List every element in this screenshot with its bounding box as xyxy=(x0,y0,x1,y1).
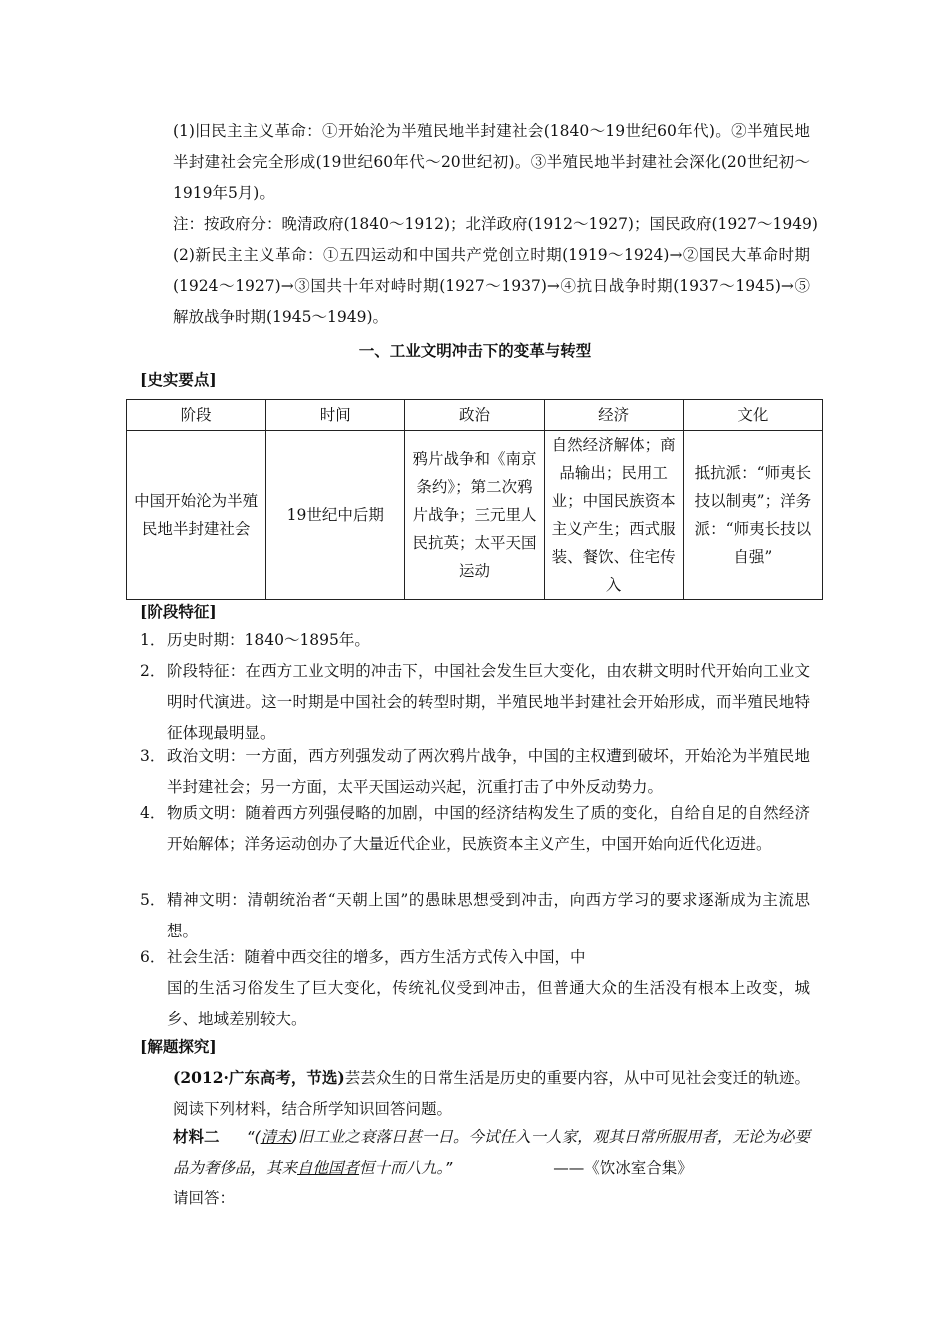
feature-item-5 xyxy=(140,885,810,947)
features-label: [阶段特征] xyxy=(140,602,217,621)
feature-item-6 xyxy=(140,942,810,973)
material-two xyxy=(173,1121,810,1184)
explore-label: [解题探究] xyxy=(140,1037,217,1056)
table-header-row xyxy=(127,400,823,431)
table-cell-culture: 抵抗派：“师夷长技以制夷”；洋务派：“师夷长技以自强” xyxy=(683,431,822,600)
feature-number: 1． xyxy=(140,631,166,649)
feature-item-4 xyxy=(140,798,810,860)
table-cell-time: 19世纪中后期 xyxy=(266,431,405,600)
table-header-economy: 经济 xyxy=(544,400,683,431)
feature-number: 5． xyxy=(140,891,166,909)
table-header-politics: 政治 xyxy=(405,400,544,431)
feature-item-6-continued xyxy=(140,973,810,1035)
quote-underlined-qingmo: 清末 xyxy=(260,1128,292,1146)
feature-text: 社会生活：随着中西交往的增多，西方生活方式传入中国，中 xyxy=(167,948,586,966)
feature-text: 国的生活习俗发生了巨大变化，传统礼仪受到冲击，但普通大众的生活没有根本上改变，城乡、地域差别较大。 xyxy=(167,979,810,1028)
feature-text: 政治文明：一方面，西方列强发动了两次鸦片战争，中国的主权遭到破坏，开始沦为半殖民地半封建社会；另一方面，太平天国运动兴起，沉重打击了中外反动势力。 xyxy=(167,747,810,796)
feature-text: 历史时期：1840～1895年。 xyxy=(167,631,370,649)
feature-item-2 xyxy=(140,656,810,749)
intro-government-note: 注：按政府分：晚清政府(1840～1912)；北洋政府(1912～1927)；国民政府(1927～1949) xyxy=(173,215,818,233)
table-cell-politics: 鸦片战争和《南京条约》；第二次鸦片战争；三元里人民抗英；太平天国运动 xyxy=(405,431,544,600)
intro-new-democratic-revolution: (2)新民主主义革命：①五四运动和中国共产党创立时期(1919～1924)→②国民大革命时期(1924～1927)→③国共十年对峙时期(1927～1937)→④抗日战争时期(1937～1945)→⑤解放战争时期(1945～1949)。 xyxy=(173,246,810,326)
history-table xyxy=(126,399,823,600)
table-row xyxy=(127,431,823,600)
feature-number: 6． xyxy=(140,948,166,966)
feature-item-1 xyxy=(140,625,810,656)
table-header-culture: 文化 xyxy=(683,400,822,431)
quote-part: “( xyxy=(246,1128,261,1146)
facts-label: [史实要点] xyxy=(140,370,217,389)
material-label: 材料二 xyxy=(173,1127,220,1146)
feature-number: 4． xyxy=(140,804,166,822)
question-prompt: 请回答： xyxy=(173,1189,236,1207)
feature-number: 2． xyxy=(140,662,166,680)
table-header-time: 时间 xyxy=(266,400,405,431)
table-cell-economy: 自然经济解体；商品输出；民用工业；中国民族资本主义产生；西式服装、餐饮、住宅传入 xyxy=(544,431,683,600)
table-header-stage: 阶段 xyxy=(127,400,266,431)
feature-number: 3． xyxy=(140,747,166,765)
feature-text: 物质文明：随着西方列强侵略的加剧，中国的经济结构发生了质的变化，自给自足的自然经济开始解体；洋务运动创办了大量近代企业，民族资本主义产生，中国开始向近代化迈进。 xyxy=(167,804,810,853)
explore-intro xyxy=(173,1062,810,1125)
exam-source: (2012·广东高考，节选) xyxy=(173,1068,345,1087)
explore-intro-text: 芸芸众生的日常生活是历史的重要内容，从中可见社会变迁的轨迹。阅读下列材料，结合所学知识回答问题。 xyxy=(173,1069,810,1118)
section-title: 一、工业文明冲击下的变革与转型 xyxy=(358,341,592,360)
quote-part: 恒十而八九。” xyxy=(359,1159,453,1177)
quote-citation: ——《饮冰室合集》 xyxy=(553,1159,693,1177)
feature-text: 精神文明：清朝统治者“天朝上国”的愚昧思想受到冲击，向西方学习的要求逐渐成为主流思想。 xyxy=(167,891,810,940)
quote-underlined-foreign: 自他国者 xyxy=(297,1159,360,1177)
table-cell-stage: 中国开始沦为半殖民地半封建社会 xyxy=(127,431,266,600)
feature-text: 阶段特征：在西方工业文明的冲击下，中国社会发生巨大变化，由农耕文明时代开始向工业文明时代演进。这一时期是中国社会的转型时期，半殖民地半封建社会开始形成，而半殖民地特征体现最明显。 xyxy=(167,662,810,742)
feature-item-3 xyxy=(140,741,810,803)
intro-old-democratic-revolution: (1)旧民主主义革命：①开始沦为半殖民地半封建社会(1840～19世纪60年代)。②半殖民地半封建社会完全形成(19世纪60年代～20世纪初)。③半殖民地半封建社会深化(20世纪初～1919年5月)。 xyxy=(173,122,810,202)
quote-part: )旧工业之衰落日甚一日。今试任入一人家，观其日常所服用者，无论为必要品为奢侈品，其来 xyxy=(173,1128,810,1177)
